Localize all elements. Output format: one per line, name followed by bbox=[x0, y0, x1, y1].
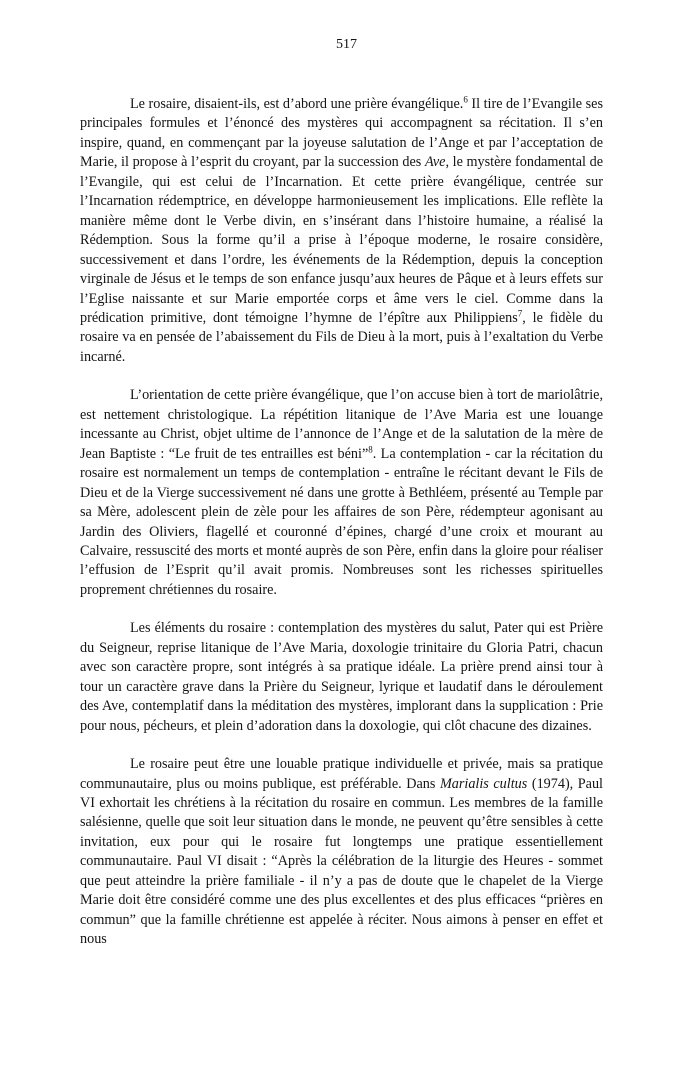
footnote-ref: 7 bbox=[517, 308, 523, 319]
text-run: Le rosaire, disaient-ils, est d’abord une prière évangélique. bbox=[130, 96, 464, 112]
page-number: 517 bbox=[336, 37, 357, 52]
text-run: , le fidèle du rosaire va en pensée de l’abaissement du Fils de Dieu à la mort, puis à l’exaltation du Verbe incarné. bbox=[80, 309, 603, 365]
text-run: Les éléments du rosaire : contemplation des mystères du salut, Pater qui est Prière du Seigneur, reprise litanique de l’Ave Maria, doxologie trinitaire du Gloria Patri, chacun avec son caractère propre, sont intégrés à sa pratique idéale. La prière prend ainsi tour à tour un caractère grave dans la Prière du Seigneur, lyrique et laudatif dans le déroulement des Ave, contemplatif dans la méditation des mystères, implorant dans la supplication : Prie pour nous, pécheurs, et plein d’adoration dans la doxologie, qui clôt chacune des dizaines. bbox=[80, 620, 603, 734]
paragraph-4 bbox=[80, 755, 603, 950]
italic-text: Marialis cultus bbox=[439, 775, 528, 792]
text-run: (1974), Paul VI exhortait les chrétiens à la récitation du rosaire en commun. Les membres de la famille salésienne, quelle que soit leur situation dans le monde, ne peuvent qu’être sensibles à cette invitation, eux pour qui le rosaire fut longtemps une pratique essentiellement communautaire. Paul VI disait : “Après la célébration de la liturgie des Heures - sommet que peut atteindre la prière familiale - il n’y a pas de doute que le chapelet de la Vierge Marie doit être considéré comme une des plus excellentes et des plus efficaces “prières en commun” que la famille chrétienne est appelée à réciter. Nous aimons à penser en effet et nous bbox=[80, 775, 603, 948]
paragraph-2 bbox=[80, 386, 603, 600]
italic-text: Ave bbox=[424, 154, 446, 171]
paragraph-1 bbox=[80, 95, 603, 367]
text-run: , le mystère fondamental de l’Evangile, qui est celui de l’Incarnation. Et cette prière évangélique, centrée sur l’Incarnation rédemptrice, en développe harmonieusement les implications. Elle reflète la manière même dont le Verbe divin, en s’insérant dans l’histoire humaine, a réalisé la Rédemption. Sous la forme qu’il a prise à l’époque moderne, le rosaire considère, successivement et dans l’ordre, les événements de la Rédemption, depuis la conception virginale de Jésus et le temps de son enfance jusqu’aux heures de Pâque et à leurs effets sur l’Eglise naissante et sur Marie emportée corps et âme vers le ciel. Comme dans la prédication primitive, dont témoigne l’hymne de l’épître aux Philippiens bbox=[80, 154, 603, 326]
text-run: Le rosaire peut être une louable pratique individuelle et privée, mais sa pratique communautaire, plus ou moins publique, est préférable. Dans bbox=[80, 756, 603, 792]
text-run: L’orientation de cette prière évangélique, que l’on accuse bien à tort de mariolâtrie, est nettement christologique. La répétition litanique de l’Ave Maria est une louange incessante au Christ, objet ultime de l’annonce de l’Ange et de la salutation de la mère de Jean Baptiste : “Le fruit de tes entrailles est béni” bbox=[80, 387, 603, 462]
footnote-ref: 8 bbox=[368, 443, 373, 454]
footnote-ref: 6 bbox=[463, 94, 468, 105]
text-run: Il tire de l’Evangile ses principales formules et l’énoncé des mystères qui accompagnent sa récitation. Il s’en inspire, quand, en commençant par la joyeuse salutation de l’Ange et par l’acceptation de Marie, il propose à l’esprit du croyant, par la succession des bbox=[80, 96, 603, 171]
paragraph-3 bbox=[80, 619, 603, 736]
text-run: . La contemplation - car la récitation du rosaire est normalement un temps de contemplation - entraîne le récitant devant le Fils de Dieu et de la Vierge successivement né dans une grotte à Bethléem, présenté au Temple par sa Mère, adolescent plein de zèle pour les affaires de son Père, rédempteur agonisant au Jardin des Oliviers, flagellé et couronné d’épines, chargé d’une croix et mourant au Calvaire, ressuscité des morts et monté auprès de son Père, enfin dans la gloire pour réaliser l’effusion de l’Esprit qu’il avait promis. Nombreuses sont les richesses spirituelles proprement chrétiennes du rosaire. bbox=[80, 445, 604, 598]
